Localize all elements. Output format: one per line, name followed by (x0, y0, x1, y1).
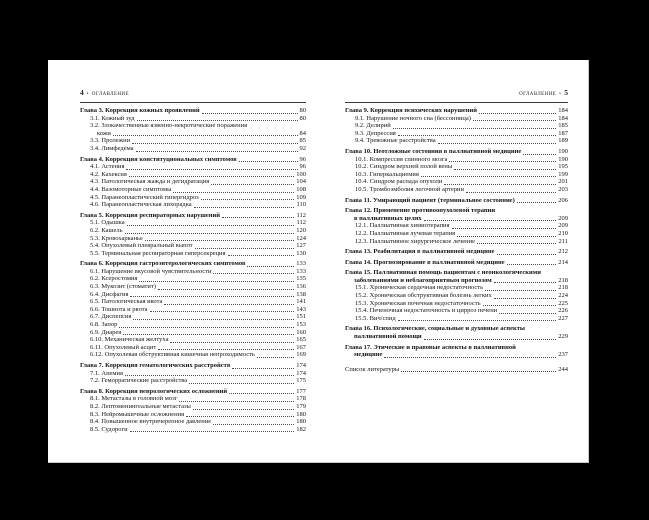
toc-entry (80, 336, 306, 344)
dot-leader (132, 143, 297, 144)
entry-title: 6.11. Опухолевый асцит (90, 343, 157, 351)
dot-leader (158, 289, 294, 290)
right-toc-entries (345, 107, 568, 373)
toc-entry (80, 242, 306, 250)
entry-title: 5.3. Кровохарканье (90, 234, 143, 242)
entry-page-number: 209 (558, 222, 568, 230)
toc-entry (345, 137, 568, 145)
toc-entry (80, 306, 306, 314)
dot-leader (158, 349, 294, 350)
dot-leader (201, 199, 295, 200)
toc-entry (80, 137, 306, 145)
toc-entry (345, 366, 568, 374)
dot-leader (494, 282, 557, 283)
dot-leader (494, 298, 557, 299)
entry-title: 4.6. Паранеопластическая лихорадка (90, 201, 192, 209)
dot-leader (189, 383, 294, 384)
entry-page-number: 141 (296, 298, 306, 306)
entry-title: 6.6. Тошнота и рвота (90, 305, 148, 313)
toc-entry (80, 377, 306, 385)
entry-title: Глава 5. Коррекция респираторных нарушений (80, 211, 221, 219)
toc-chapter-entry (345, 351, 568, 359)
dot-leader (424, 220, 557, 221)
entry-page-number: 130 (296, 249, 306, 257)
dot-leader (485, 290, 556, 291)
entry-title: 9.2. Делирий (355, 122, 391, 130)
entry-page-number: 211 (558, 237, 568, 245)
entry-page-number: 218 (558, 284, 568, 292)
entry-page-number: 178 (296, 395, 306, 403)
entry-title: 15.5. Вич/спид (355, 314, 396, 322)
entry-title: Глава 6. Коррекция гастроэнтерологических симптомов (80, 260, 246, 268)
dot-leader (473, 120, 556, 121)
dot-leader (133, 319, 294, 320)
toc-entry (80, 313, 306, 321)
entry-title: 6.9. Диарея (90, 328, 122, 336)
entry-page-number: 133 (296, 267, 306, 275)
entry-title: 4.5. Паранеопластический гипергидроз (90, 193, 199, 201)
toc-entry (345, 284, 568, 292)
toc-entry (80, 283, 306, 291)
dot-leader (202, 113, 298, 114)
entry-title: паллиативной помощи (354, 333, 422, 341)
entry-title: 6.2. Кашель (90, 226, 123, 234)
toc-chapter-entry (345, 259, 568, 267)
toc-chapter-entry (345, 277, 568, 285)
dot-leader (125, 375, 294, 376)
entry-title: 6.3. Мукозит (стоматит) (90, 283, 156, 291)
right-folio-number: 5 (564, 88, 568, 97)
dot-leader (137, 120, 298, 121)
entry-title: 5.5. Терминальная респираторная гиперсекреция (90, 249, 226, 257)
entry-title: Глава 8. Коррекция неврологических осложнений (80, 387, 228, 395)
entry-title: 6.1. Нарушение вкусовой чувствительности (90, 267, 212, 275)
toc-entry (345, 163, 568, 171)
entry-page-number: 96 (299, 155, 306, 163)
toc-entry (80, 275, 306, 283)
entry-title: 9.1. Нарушение ночного сна (бессонница) (355, 114, 471, 122)
entry-page-number: 177 (296, 387, 306, 395)
entry-title: Глава 17. Этические и правовые аспекты в паллиативной (345, 343, 516, 351)
toc-entry (345, 238, 568, 246)
toc-entry (80, 130, 306, 138)
dot-leader (497, 254, 557, 255)
entry-page-number: 138 (296, 290, 306, 298)
dot-leader (477, 243, 556, 244)
entry-page-number: 175 (296, 377, 306, 385)
entry-title: 10.3. Гиперкальциемия (355, 170, 419, 178)
entry-page-number: 203 (558, 185, 568, 193)
entry-page-number: 244 (558, 365, 568, 373)
toc-entry (80, 163, 306, 171)
toc-chapter-entry (345, 325, 568, 333)
dot-leader (517, 202, 557, 203)
toc-chapter-entry (345, 248, 568, 256)
entry-page-number: 229 (558, 333, 568, 341)
toc-chapter-entry (345, 107, 568, 115)
entry-title: 4.4. Вазомоторные симптомы (90, 185, 172, 193)
toc-entry (80, 426, 306, 434)
dot-leader (113, 135, 298, 136)
entry-page-number: 84 (299, 129, 306, 137)
entry-title: 6.7. Диспепсия (90, 313, 132, 321)
entry-title: 6.4. Дисфагия (90, 290, 129, 298)
dot-leader (173, 192, 294, 193)
entry-page-number: 127 (296, 242, 306, 250)
toc-entry (80, 201, 306, 209)
entry-page-number: 180 (296, 418, 306, 426)
entry-title: Глава 12. Применение противоопухолевой терапии (345, 207, 496, 215)
entry-page-number: 136 (296, 283, 306, 291)
right-page (345, 88, 568, 373)
entry-page-number: 199 (558, 170, 568, 178)
toc-entry (345, 222, 568, 230)
toc-entry (345, 315, 568, 323)
entry-title: 5.4. Опухолевый плевральный выпот (90, 242, 193, 250)
dot-leader (479, 113, 556, 114)
entry-page-number: 112 (296, 219, 306, 227)
entry-title: 4.2. Кахексия (90, 170, 127, 178)
entry-page-number: 189 (558, 137, 568, 145)
entry-page-number: 174 (296, 362, 306, 369)
entry-page-number: 110 (296, 201, 306, 209)
dot-leader (401, 371, 556, 372)
entry-title: 7.2. Геморрагические расстройства (90, 377, 188, 385)
entry-title: 6.5. Патологическая икота (90, 298, 163, 306)
toc-chapter-entry (345, 333, 568, 341)
dot-leader (384, 357, 556, 358)
entry-title: Глава 7. Коррекция гематологических расстройств (80, 362, 231, 369)
entry-page-number: 104 (296, 178, 306, 186)
entry-page-number: 124 (296, 234, 306, 242)
entry-page-number: 143 (296, 305, 306, 313)
entry-page-number: 133 (296, 260, 306, 268)
entry-page-number: 227 (558, 314, 568, 322)
entry-title: Глава 10. Неотложные состояния в паллиативной медицине (345, 147, 522, 155)
entry-title: 10.2. Синдром верхней полой вены (355, 163, 453, 171)
toc-chapter-entry (345, 215, 568, 223)
dot-leader (398, 135, 556, 136)
entry-title: 6.2. Ксеростомия (90, 275, 138, 283)
toc-entry (80, 298, 306, 306)
entry-title: 3.1. Кожный зуд (90, 114, 135, 122)
toc-chapter-entry (80, 260, 306, 268)
entry-title: 10.1. Компрессия спинного мозга (355, 155, 448, 163)
entry-title: 6.12. Опухолевая обструктивная кишечная непроходимость (90, 351, 255, 359)
dot-leader (483, 305, 557, 306)
running-title: ОГЛАВЛЕНИЕ (519, 92, 557, 97)
dot-leader (150, 311, 295, 312)
toc-chapter-entry (80, 362, 306, 370)
toc-entry (80, 115, 306, 123)
dot-leader (139, 281, 294, 282)
dot-leader (421, 176, 556, 177)
entry-title: Список литературы (345, 365, 400, 373)
toc-chapter-entry (345, 269, 568, 277)
toc-chapter-entry (345, 207, 568, 215)
entry-page-number: 167 (296, 343, 306, 351)
book-spread (48, 60, 589, 463)
entry-title: Глава 16. Психологические, социальные и духовные аспекты (345, 325, 525, 333)
entry-title: Глава 3. Коррекция кожных проявлений (80, 107, 200, 114)
dot-leader (438, 143, 557, 144)
entry-page-number: 224 (558, 292, 568, 300)
entry-page-number: 100 (296, 170, 306, 178)
toc-entry (80, 291, 306, 299)
dot-leader (398, 320, 557, 321)
toc-entry (80, 194, 306, 202)
toc-entry (80, 186, 306, 194)
dot-leader (444, 184, 556, 185)
entry-page-number: 165 (296, 336, 306, 344)
dot-leader (507, 264, 557, 265)
toc-entry (80, 395, 306, 403)
toc-entry (80, 418, 306, 426)
entry-title: 15.4. Печеночная недостаточность и цирроз печени (355, 307, 498, 315)
toc-chapter-entry (80, 212, 306, 220)
dot-leader (213, 424, 294, 425)
dot-leader (136, 151, 298, 152)
entry-title: 10.5. Тромбоэмболия легочной артерии (355, 185, 464, 193)
entry-page-number: 190 (558, 155, 568, 163)
dot-leader (130, 431, 295, 432)
dot-leader (239, 161, 298, 162)
dot-leader (229, 393, 294, 394)
toc-entry (80, 344, 306, 352)
entry-page-number: 184 (558, 114, 568, 122)
entry-page-number: 180 (296, 410, 306, 418)
entry-page-number: 120 (296, 226, 306, 234)
toc-entry (80, 250, 306, 258)
dot-leader (454, 169, 556, 170)
entry-title: 4.3. Патологическая жажда и дегидратация (90, 178, 210, 186)
entry-page-number: 96 (299, 163, 306, 171)
entry-page-number: 201 (558, 178, 568, 186)
dot-leader (126, 169, 297, 170)
entry-title: 12.1. Паллиативная химиотерапия (355, 222, 450, 230)
toc-entry (80, 321, 306, 329)
toc-chapter-entry (345, 344, 568, 352)
entry-page-number: 169 (296, 351, 306, 359)
entry-title: 3.3. Пролежни (90, 137, 131, 145)
entry-page-number: 112 (296, 211, 306, 219)
entry-page-number: 179 (296, 402, 306, 410)
toc-entry (345, 230, 568, 238)
dot-leader (393, 128, 557, 129)
entry-title: 12.2. Паллиативная лучевая терапия (355, 229, 456, 237)
left-folio-number: 4 (80, 88, 84, 97)
toc-entry (345, 178, 568, 186)
dot-leader (257, 357, 294, 358)
entry-page-number: 212 (558, 248, 568, 256)
entry-page-number: 209 (558, 214, 568, 222)
dot-leader (125, 233, 295, 234)
toc-entry (80, 403, 306, 411)
toc-entry (80, 227, 306, 235)
entry-title: в паллиативных целях (354, 214, 422, 222)
entry-title: 8.4. Повышенное внутричерепное давление (90, 418, 212, 426)
entry-page-number: 92 (299, 144, 306, 152)
entry-page-number: 218 (558, 276, 568, 284)
dot-leader (452, 228, 557, 229)
entry-title: 15.2. Хроническая обструктивная болезнь легких (355, 292, 492, 300)
toc-entry (345, 122, 568, 130)
entry-title: 8.5. Судороги (90, 425, 128, 433)
toc-entry (345, 292, 568, 300)
entry-title: 5.1. Одышка (90, 219, 125, 227)
entry-page-number: 80 (299, 107, 306, 114)
dot-leader (145, 240, 294, 241)
left-toc-entries (80, 107, 306, 433)
entry-title: 9.3. Депрессия (355, 129, 396, 137)
dot-leader (228, 255, 295, 256)
dot-leader (232, 368, 294, 369)
entry-page-number: 210 (558, 229, 568, 237)
dot-leader (130, 296, 294, 297)
entry-title: Глава 15. Паллиативная помощь пациентам с неонкологическими (345, 269, 541, 277)
entry-title: Глава 13. Реабилитация в паллиативной медицине (345, 248, 495, 256)
entry-page-number: 187 (558, 129, 568, 137)
entry-page-number: 151 (296, 313, 306, 321)
entry-page-number: 108 (296, 185, 306, 193)
toc-chapter-entry (80, 388, 306, 396)
dot-leader (164, 304, 294, 305)
toc-entry (345, 186, 568, 194)
toc-entry (80, 235, 306, 243)
dot-leader (211, 184, 294, 185)
entry-title: 4.1. Астения (90, 163, 125, 171)
dot-leader (222, 217, 294, 218)
running-title: ОГЛАВЛЕНИЕ (91, 92, 129, 97)
dot-leader (186, 416, 294, 417)
entry-page-number: 160 (296, 328, 306, 336)
entry-page-number: 182 (296, 425, 306, 433)
dot-leader (194, 207, 295, 208)
toc-entry (80, 219, 306, 227)
entry-page-number: 190 (558, 147, 568, 155)
dot-leader (193, 409, 294, 410)
entry-title: кожи (97, 129, 111, 137)
dot-leader (179, 401, 294, 402)
toc-entry (80, 171, 306, 179)
toc-entry (345, 130, 568, 138)
entry-page-number: 153 (296, 321, 306, 329)
entry-title: 7.1. Анемия (90, 369, 124, 377)
bullet-separator: • (86, 92, 89, 97)
entry-title: 6.10. Механическая желтуха (90, 336, 169, 344)
entry-title: заболеваниями и неблагоприятным прогнозом (354, 276, 492, 284)
toc-entry (345, 300, 568, 308)
dot-leader (466, 192, 556, 193)
toc-chapter-entry (345, 197, 568, 205)
dot-leader (213, 273, 294, 274)
toc-chapter-entry (345, 148, 568, 156)
entry-title: 8.3. Нейромышечные осложнения (90, 410, 185, 418)
dot-leader (523, 154, 556, 155)
entry-title: Глава 11. Умирающий пациент (терминальное состояние) (345, 196, 515, 204)
entry-page-number: 109 (296, 193, 306, 201)
entry-page-number: 226 (558, 307, 568, 315)
entry-page-number: 214 (558, 258, 568, 266)
toc-entry (80, 145, 306, 153)
dot-leader (457, 236, 556, 237)
toc-entry (80, 329, 306, 337)
entry-title: Глава 14. Прогнозирование в паллиативной медицине (345, 258, 505, 266)
entry-page-number: 206 (558, 196, 568, 204)
toc-entry (345, 156, 568, 164)
dot-leader (123, 334, 294, 335)
dot-leader (247, 266, 294, 267)
toc-chapter-entry (80, 107, 306, 115)
toc-entry (80, 122, 306, 130)
left-page (80, 88, 306, 433)
entry-title: Глава 4. Коррекция конституциональных симптомов (80, 155, 237, 163)
bullet-separator: • (559, 92, 562, 97)
toc-chapter-entry (80, 156, 306, 164)
dot-leader (127, 225, 295, 226)
toc-entry (80, 411, 306, 419)
toc-entry (345, 115, 568, 123)
toc-entry (80, 268, 306, 276)
entry-title: 15.1. Хроническая сердечная недостаточность (355, 284, 484, 292)
entry-title: 8.1. Метастазы в головной мозг (90, 395, 178, 403)
left-page-header (80, 88, 306, 103)
entry-title: Глава 9. Коррекция психических нарушений (345, 107, 477, 114)
entry-title: 6.8. Запор (90, 321, 118, 329)
toc-entry (80, 370, 306, 378)
entry-title: 3.2. Злокачественные язвенно-некротические поражения (90, 122, 248, 130)
dot-leader (170, 342, 294, 343)
entry-page-number: 174 (296, 369, 306, 377)
dot-leader (424, 339, 557, 340)
entry-title: медицине (354, 351, 383, 359)
dot-leader (499, 313, 556, 314)
entry-title: 12.3. Паллиативное хирургическое лечение (355, 237, 476, 245)
toc-entry (80, 351, 306, 359)
dot-leader (119, 327, 294, 328)
entry-page-number: 225 (558, 299, 568, 307)
toc-entry (345, 307, 568, 315)
entry-page-number: 135 (296, 275, 306, 283)
toc-entry (345, 171, 568, 179)
dot-leader (195, 248, 295, 249)
entry-title: 10.4. Синдром распада опухоли (355, 178, 443, 186)
dot-leader (449, 161, 556, 162)
toc-entry (80, 178, 306, 186)
entry-page-number: 85 (299, 137, 306, 145)
entry-page-number: 237 (558, 351, 568, 359)
right-page-header (345, 88, 568, 103)
entry-title: 8.2. Лептоменингеальные метастазы (90, 402, 191, 410)
dot-leader (129, 176, 294, 177)
entry-title: 3.4. Лимфедема (90, 144, 134, 152)
entry-page-number: 195 (558, 163, 568, 171)
entry-title: 15.3. Хроническая почечная недостаточность (355, 299, 481, 307)
entry-page-number: 185 (558, 122, 568, 130)
entry-page-number: 80 (299, 114, 306, 122)
entry-title: 9.4. Тревожные расстройства (355, 137, 436, 145)
entry-page-number: 184 (558, 107, 568, 114)
